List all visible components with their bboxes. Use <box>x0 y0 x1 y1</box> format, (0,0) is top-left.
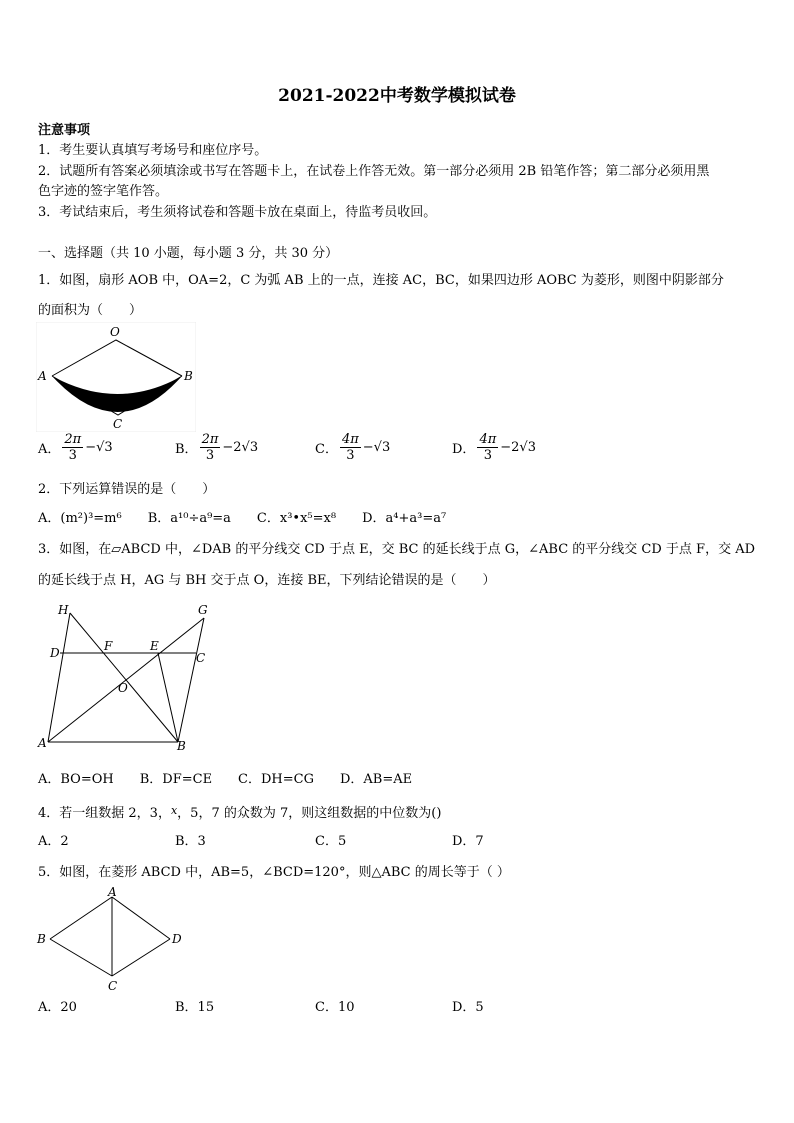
note-item-2: 2．试题所有答案必须填涂或书写在答题卡上，在试卷上作答无效。第一部分必须用 2B 铅笔作答；第二部分必须用黑 <box>38 164 710 179</box>
q1-stem-line2: 的面积为（ ） <box>38 303 143 318</box>
q2-stem: 2．下列运算错误的是（ ） <box>38 482 216 497</box>
q4-stem: 4．若一组数据 2，3，$^x$，5，7 的众数为 7，则这组数据的中位数为() <box>38 804 442 821</box>
q5-option-a[interactable]: A．20 <box>38 1000 77 1015</box>
q1-option-b[interactable]: B． $\frac{2\pi}{3}$ −2√3 <box>175 432 259 463</box>
q4-option-c[interactable]: C．5 <box>315 834 347 849</box>
q2-options[interactable]: A．(m²)³=m⁶ B．a¹⁰÷a⁹=a C．x³•x⁵=x⁸ D．a⁴+a³=a⁷ <box>38 511 447 526</box>
q3-stem-line2: 的延长线于点 H，AG 与 BH 交于点 O，连接 BE，下列结论错误的是（ ） <box>38 573 496 588</box>
q3-options[interactable]: A．BO=OH B．DF=CE C．DH=CG D．AB=AE <box>38 772 413 787</box>
q3-label-B: B <box>177 739 186 753</box>
q3-stem-line1: 3．如图，在▱ABCD 中，∠DAB 的平分线交 CD 于点 E，交 BC 的延长线于点 G，∠ABC 的平分线交 CD 于点 F，交 AD <box>38 542 756 557</box>
q1-label-C: C <box>113 417 123 431</box>
q4-option-d[interactable]: D．7 <box>452 834 484 849</box>
q5-option-b[interactable]: B．15 <box>175 1000 215 1015</box>
q5-option-d[interactable]: D．5 <box>452 1000 484 1015</box>
q4-option-a[interactable]: A．2 <box>38 834 69 849</box>
q3-label-G: G <box>198 603 208 617</box>
note-item-2-cont: 色字迹的签字笔作答。 <box>38 184 169 199</box>
q3-label-D: D <box>50 646 60 660</box>
q3-label-C: C <box>196 651 206 665</box>
q1-label-B: B <box>184 369 193 383</box>
q5-label-C: C <box>108 979 118 993</box>
q3-label-H: H <box>58 603 69 617</box>
q3-label-F: F <box>104 639 113 653</box>
q5-figure <box>36 884 196 994</box>
section-heading: 一、选择题（共 10 小题，每小题 3 分，共 30 分） <box>38 246 339 261</box>
q1-option-a[interactable]: A． $\frac{2\pi}{3}$ −√3 <box>38 432 113 463</box>
q4-option-b[interactable]: B．3 <box>175 834 206 849</box>
q1-figure <box>36 322 196 432</box>
q5-option-c[interactable]: C．10 <box>315 1000 355 1015</box>
note-item-3: 3．考试结束后，考生须将试卷和答题卡放在桌面上，待监考员收回。 <box>38 205 437 220</box>
page-title: 2021-2022中考数学模拟试卷 <box>278 86 516 106</box>
q5-label-D: D <box>172 932 182 946</box>
q5-label-B: B <box>37 932 46 946</box>
q1-label-A: A <box>38 369 47 383</box>
q3-label-O: O <box>118 681 128 695</box>
q3-label-E: E <box>150 639 159 653</box>
q3-figure <box>36 600 216 755</box>
q1-stem-line1: 1．如图，扇形 AOB 中，OA=2，C 为弧 AB 上的一点，连接 AC，BC，如果四边形 AOBC 为菱形，则图中阴影部分 <box>38 273 724 288</box>
note-item-1: 1．考生要认真填写考场号和座位序号。 <box>38 143 268 158</box>
q3-label-A: A <box>38 736 47 750</box>
q1-option-d[interactable]: D． $\frac{4\pi}{3}$ −2√3 <box>452 432 536 463</box>
q5-stem: 5．如图，在菱形 ABCD 中，AB=5，∠BCD=120°，则△ABC 的周长等于（ ） <box>38 865 510 880</box>
q1-option-c[interactable]: C． $\frac{4\pi}{3}$ −√3 <box>315 432 391 463</box>
notes-heading: 注意事项 <box>38 123 91 138</box>
q1-label-O: O <box>110 325 120 339</box>
q5-label-A: A <box>108 885 117 899</box>
